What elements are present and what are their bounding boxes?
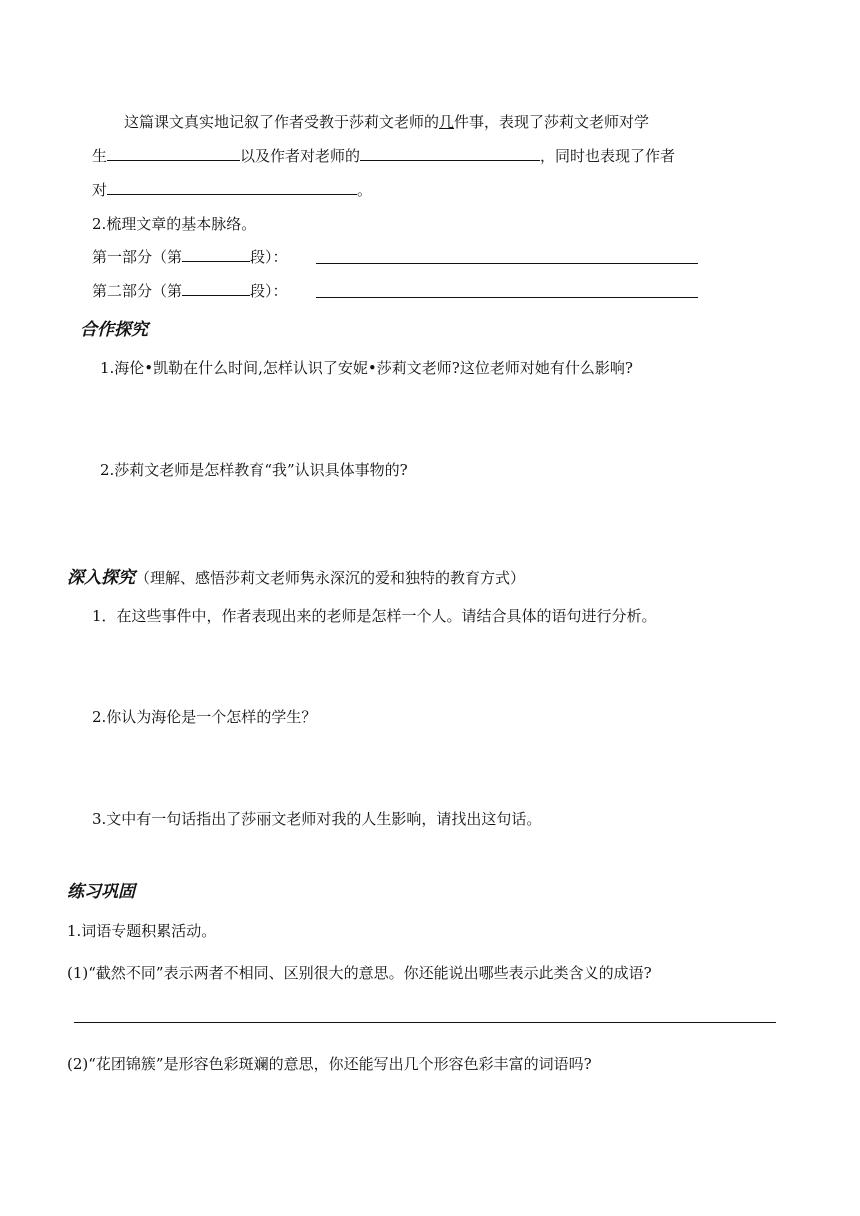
answer-blank[interactable] (182, 247, 250, 262)
answer-blank[interactable] (360, 146, 540, 161)
answer-line[interactable] (316, 263, 698, 264)
deep-subtitle: （理解、感悟莎莉文老师隽永深沉的爱和独特的教育方式） (135, 569, 526, 587)
intro-line-1-post: 件事，表现了莎莉文老师对学 (454, 113, 650, 131)
outline-part-1-suffix: 段）： (250, 248, 288, 266)
section-heading-cooperate: 合作探究 (80, 320, 148, 340)
intro-line-2-a: 生 (92, 147, 108, 165)
intro-line-3-b: 。 (357, 181, 373, 199)
answer-blank[interactable] (107, 146, 240, 161)
answer-line[interactable] (74, 1022, 776, 1023)
intro-line-2-c: ，同时也表现了作者 (540, 147, 676, 165)
intro-line-1 (124, 112, 649, 132)
outline-part-1-label: 第一部分（第 (92, 248, 183, 266)
section-heading-practice: 练习巩固 (67, 882, 135, 902)
answer-line[interactable] (316, 297, 698, 298)
intro-line-3-a: 对 (92, 181, 108, 199)
deep-question-2: 2.你认为海伦是一个怎样的学生？ (92, 708, 317, 726)
deep-question-3: 3.文中有一句话指出了莎丽文老师对我的人生影响，请找出这句话。 (92, 810, 542, 828)
deep-heading: 深入探究 (67, 568, 135, 588)
practice-item-1: 1.词语专题积累活动。 (67, 922, 217, 940)
outline-part-1 (92, 247, 288, 267)
intro-line-2-b: 以及作者对老师的 (240, 147, 361, 165)
practice-subquestion-1: (1)“截然不同”表示两者不相同、区别很大的意思。你还能说出哪些表示此类含义的成语? (67, 964, 652, 982)
answer-blank[interactable] (107, 180, 357, 195)
outline-title: 2.梳理文章的基本脉络。 (92, 215, 257, 233)
section-heading-deep (67, 567, 525, 589)
intro-line-2 (92, 146, 675, 166)
outline-part-2 (92, 281, 288, 301)
outline-part-2-label: 第二部分（第 (92, 282, 183, 300)
intro-line-1-underlined: 几 (439, 113, 455, 131)
cooperate-question-1: 1.海伦•凯勒在什么时间,怎样认识了安妮•莎莉文老师?这位老师对她有什么影响? (100, 359, 633, 377)
practice-subquestion-2: (2)“花团锦簇”是形容色彩斑斓的意思，你还能写出几个形容色彩丰富的词语吗? (67, 1055, 592, 1073)
intro-line-3 (92, 180, 372, 200)
outline-part-2-suffix: 段）： (250, 282, 288, 300)
intro-line-1-pre: 这篇课文真实地记叙了作者受教于莎莉文老师的 (124, 113, 440, 131)
answer-blank[interactable] (182, 281, 250, 296)
cooperate-question-2: 2.莎莉文老师是怎样教育“我”认识具体事物的? (100, 461, 408, 479)
deep-question-1: 1．在这些事件中，作者表现出来的老师是怎样一个人。请结合具体的语句进行分析。 (92, 607, 657, 625)
